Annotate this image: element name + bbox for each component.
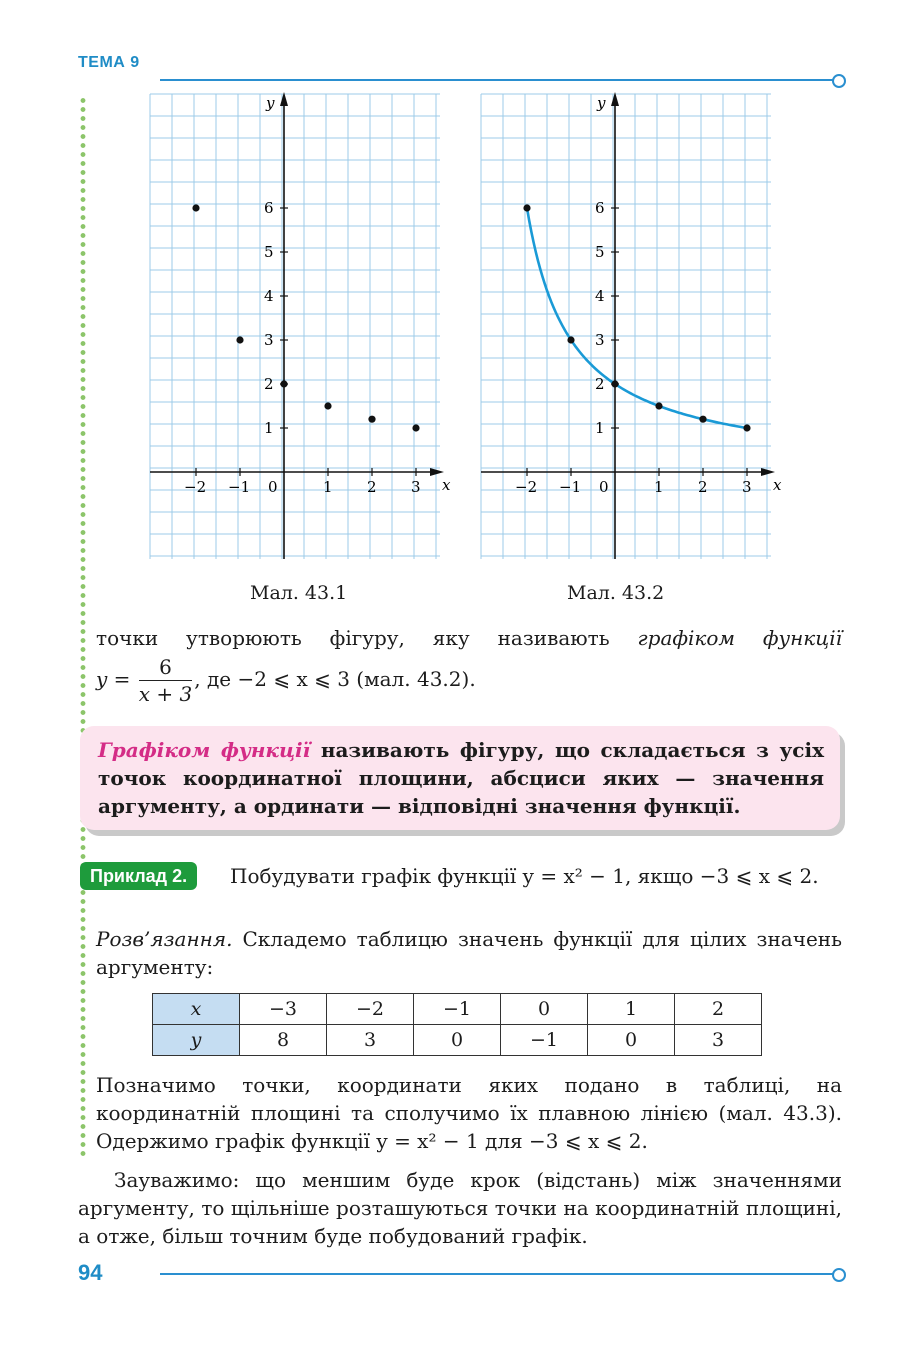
y-axis-label: y (266, 94, 275, 112)
fraction-denominator: x + 3 (138, 682, 193, 706)
x-tick-label: 0 (599, 478, 609, 496)
table-cell: 0 (588, 1025, 675, 1056)
footer-rule (160, 1273, 836, 1275)
header-rule (160, 79, 836, 81)
data-point (280, 380, 287, 387)
x-tick-label: 0 (268, 478, 278, 496)
table-cell: 8 (240, 1025, 327, 1056)
definition-term: Графіком функції (98, 738, 311, 762)
footer-rule-end (832, 1268, 846, 1282)
figure-43-2-caption: Мал. 43.2 (567, 582, 665, 604)
table-row-x (153, 994, 762, 1025)
x-tick-label: 1 (323, 478, 333, 496)
intro-text: точки утворюють фігуру, яку називають (96, 626, 610, 650)
data-point (236, 336, 243, 343)
table-cell: 3 (327, 1025, 414, 1056)
data-point (324, 402, 331, 409)
table-cell: 0 (501, 994, 588, 1025)
data-point (523, 204, 530, 211)
y-tick-label: 6 (595, 199, 605, 217)
y-tick-label: 1 (264, 419, 274, 437)
data-point (699, 416, 706, 423)
y-tick-label: 6 (264, 199, 274, 217)
y-tick-label: 2 (595, 375, 605, 393)
table-cell: −2 (327, 994, 414, 1025)
data-point (412, 424, 419, 431)
table-cell: 2 (675, 994, 762, 1025)
table-cell: 1 (588, 994, 675, 1025)
formula-fraction (139, 654, 192, 707)
data-point (611, 380, 618, 387)
x-axis-label: x (442, 476, 451, 494)
figure-43-2-graph (481, 94, 781, 574)
solution-paragraph (96, 925, 842, 981)
table-cell: −3 (240, 994, 327, 1025)
x-tick-label: 2 (698, 478, 708, 496)
after-table-paragraph: Позначимо точки, координати яких подано в таблиці, на координатній площині та сполучимо їх плавною лінією (мал. 43.3). Одержимо графік функції y = x² − 1 для −3 ⩽ x ⩽ 2. (96, 1073, 842, 1153)
figure-43-1-graph (150, 94, 450, 574)
x-axis-label: x (773, 476, 782, 494)
example-badge: Приклад 2. (80, 862, 197, 890)
page-number: 94 (78, 1260, 103, 1285)
data-point (192, 204, 199, 211)
y-tick-label: 3 (264, 331, 274, 349)
y-tick-label: 5 (595, 243, 605, 261)
x-axis-arrow (430, 468, 444, 476)
remark-paragraph: Зауважимо: що меншим буде крок (відстань) між значеннями аргументу, то щільніше розташуються точки на координатній площині, а отже, більш точним буде побудований графік. (78, 1168, 842, 1248)
x-axis-arrow (761, 468, 775, 476)
table-header-y: y (153, 1025, 240, 1056)
y-tick-label: 5 (264, 243, 274, 261)
y-tick-label: 4 (595, 287, 605, 305)
table-cell: 3 (675, 1025, 762, 1056)
paragraph-formula (96, 654, 842, 707)
table-header-x: x (153, 994, 240, 1025)
definition-body: називають фігуру, що складається з усіх точок координатної площини, абсциси яких — значення аргументу, а ординати — відповідні значення функції. (98, 738, 824, 818)
x-tick-label: 2 (367, 478, 377, 496)
topic-label: ТЕМА 9 (78, 54, 140, 71)
fraction-numerator: 6 (139, 654, 192, 681)
intro-term: графіком функції (637, 626, 843, 650)
data-point (567, 336, 574, 343)
x-tick-label: −1 (228, 478, 251, 496)
y-tick-label: 2 (264, 375, 274, 393)
table-cell: −1 (414, 994, 501, 1025)
values-table (152, 993, 762, 1056)
data-point (655, 402, 662, 409)
formula-domain: , де −2 ⩽ x ⩽ 3 (мал. 43.2). (194, 667, 476, 691)
y-tick-label: 1 (595, 419, 605, 437)
table-row-y (153, 1025, 762, 1056)
table-cell: −1 (501, 1025, 588, 1056)
example-task-text: Побудувати графік функції y = x² − 1, якщо −3 ⩽ x ⩽ 2. (230, 864, 819, 888)
margin-dot-border (80, 96, 86, 1156)
y-tick-label: 3 (595, 331, 605, 349)
y-tick-label: 4 (264, 287, 274, 305)
solution-text: Складемо таблицю значень функції для цілих значень аргументу: (96, 927, 842, 979)
header-rule-end (832, 74, 846, 88)
x-tick-label: 3 (742, 478, 752, 496)
x-tick-label: 1 (654, 478, 664, 496)
example-task (96, 862, 842, 890)
x-tick-label: −1 (559, 478, 582, 496)
x-tick-label: 3 (411, 478, 421, 496)
definition-text (98, 736, 824, 820)
x-tick-label: −2 (515, 478, 538, 496)
table-cell: 0 (414, 1025, 501, 1056)
solution-label: Розв’язання. (96, 927, 233, 951)
figure-43-1-caption: Мал. 43.1 (250, 582, 348, 604)
y-axis-label: y (597, 94, 606, 112)
x-tick-label: −2 (184, 478, 207, 496)
formula-y: y = (96, 667, 131, 691)
function-curve (527, 208, 747, 428)
data-point (368, 416, 375, 423)
paragraph-graph-intro (96, 624, 842, 652)
data-point (743, 424, 750, 431)
